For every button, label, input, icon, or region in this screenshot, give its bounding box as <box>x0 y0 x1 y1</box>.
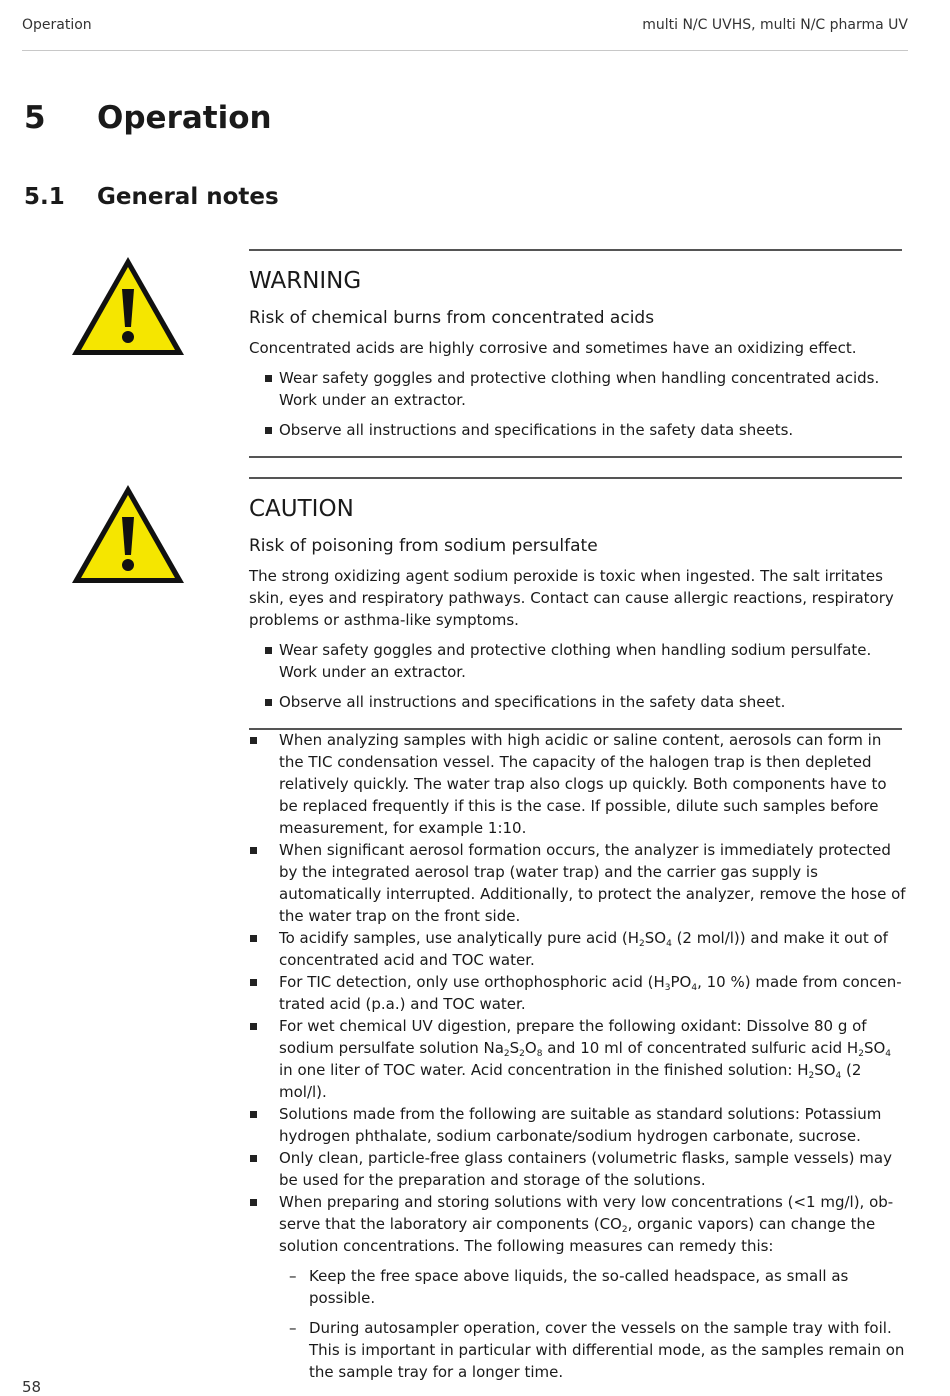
section-number: 5.1 <box>24 184 65 210</box>
list-item: When significant aerosol formation occurs, the analyzer is immediately protected by the integrated aerosol trap (water trap) and the carrier gas supply is automatically interrupted. Additionally, to protect the analyzer, remove the hose of the water trap on the front side. <box>249 839 909 927</box>
warning-text: Concentrated acids are highly corrosive and sometimes have an oxidizing effect. <box>249 339 857 357</box>
dash-item: – Keep the free space above liquids, the so-called headspace, as small as possible. <box>279 1265 909 1309</box>
warning-bullet: Observe all instructions and specifications in the safety data sheets. <box>249 419 902 441</box>
warning-bullet: Wear safety goggles and protective clothing when handling concentrated acids. Work under an extractor. <box>249 367 902 411</box>
section-title: General notes <box>97 184 279 210</box>
caution-bullet: Wear safety goggles and protective clothing when handling sodium persulfate. Work under an extractor. <box>249 639 902 683</box>
list-item: Only clean, particle-free glass containers (volumetric flasks, sample vessels) may be used for the preparation and storage of the solutions. <box>249 1147 909 1191</box>
list-item: When analyzing samples with high acidic or saline content, aerosols can form in the TIC condensation vessel. The capacity of the halogen trap is then depleted relatively quickly. The water trap also clogs up quickly. Both components have to be replaced frequently if this is the case. If possible, dilute such samples before measurement, for example 1:10. <box>249 729 909 839</box>
dash-item: – During autosampler operation, cover the vessels on the sample tray with foil. This is important in particular with differential mode, as the samples remain on the sample tray for a longer time. <box>279 1317 909 1383</box>
chapter-number: 5 <box>24 100 46 136</box>
warning-triangle-icon <box>70 255 186 357</box>
warning-signal-word: WARNING <box>249 268 362 294</box>
page-number: 58 <box>22 1378 42 1396</box>
caution-text: The strong oxidizing agent sodium peroxide is toxic when ingested. The salt irritates skin, eyes and respiratory pathways. Contact can cause allergic reactions, respiratory problems or asthma-like symptoms. <box>249 567 894 629</box>
chapter-title: Operation <box>97 100 272 136</box>
list-item: For TIC detection, only use orthophosphoric acid ($H_3PO_4$, 10 %) made from concentrated acid (p.a.) and TOC water. <box>249 971 909 1015</box>
header-section-label: Operation <box>22 17 92 33</box>
warning-title: Risk of chemical burns from concentrated acids <box>249 308 655 328</box>
header-product-label: multi N/C UVHS, multi N/C pharma UV <box>642 17 908 33</box>
list-item: To acidify samples, use analytically pure acid ($H_2SO_4$ (2 mol/l)) and make it out of concentrated acid and TOC water. <box>249 927 909 971</box>
caution-signal-word: CAUTION <box>249 496 354 522</box>
page-header <box>22 16 908 51</box>
caution-title: Risk of poisoning from sodium persulfate <box>249 536 598 556</box>
warning-box <box>249 249 902 458</box>
remedy-list <box>279 1265 909 1383</box>
list-item: Solutions made from the following are suitable as standard solutions: Potassium hydrogen phthalate, sodium carbonate/sodium hydrogen carbonate, sucrose. <box>249 1103 909 1147</box>
general-notes-list <box>249 729 909 1391</box>
caution-box <box>249 477 902 730</box>
caution-bullet: Observe all instructions and specifications in the safety data sheet. <box>249 691 902 713</box>
caution-triangle-icon <box>70 483 186 585</box>
list-item: When preparing and storing solutions with very low concentrations (<1 mg/l), observe that the laboratory air components ($CO_2$, organic vapors) can change the solution concentrations. The following measures can remedy this: – Keep the free space above liquids, the so-called headspace, as small as possible. – During autosampler operation, cover the vessels on the sample tray with foil. This is important in particular with differential mode, as the samples remain on the sample tray for a longer time. <box>249 1191 909 1383</box>
list-item: For wet chemical UV digestion, prepare the following oxidant: Dissolve 80 g of sodium persulfate solution $Na_2S_2O_8$ and 10 ml of concentrated sulfuric acid $H_2SO_4$ in one liter of TOC water. Acid concentration in the finished solution: $H_2SO_4$ (2 mol/l). <box>249 1015 909 1103</box>
